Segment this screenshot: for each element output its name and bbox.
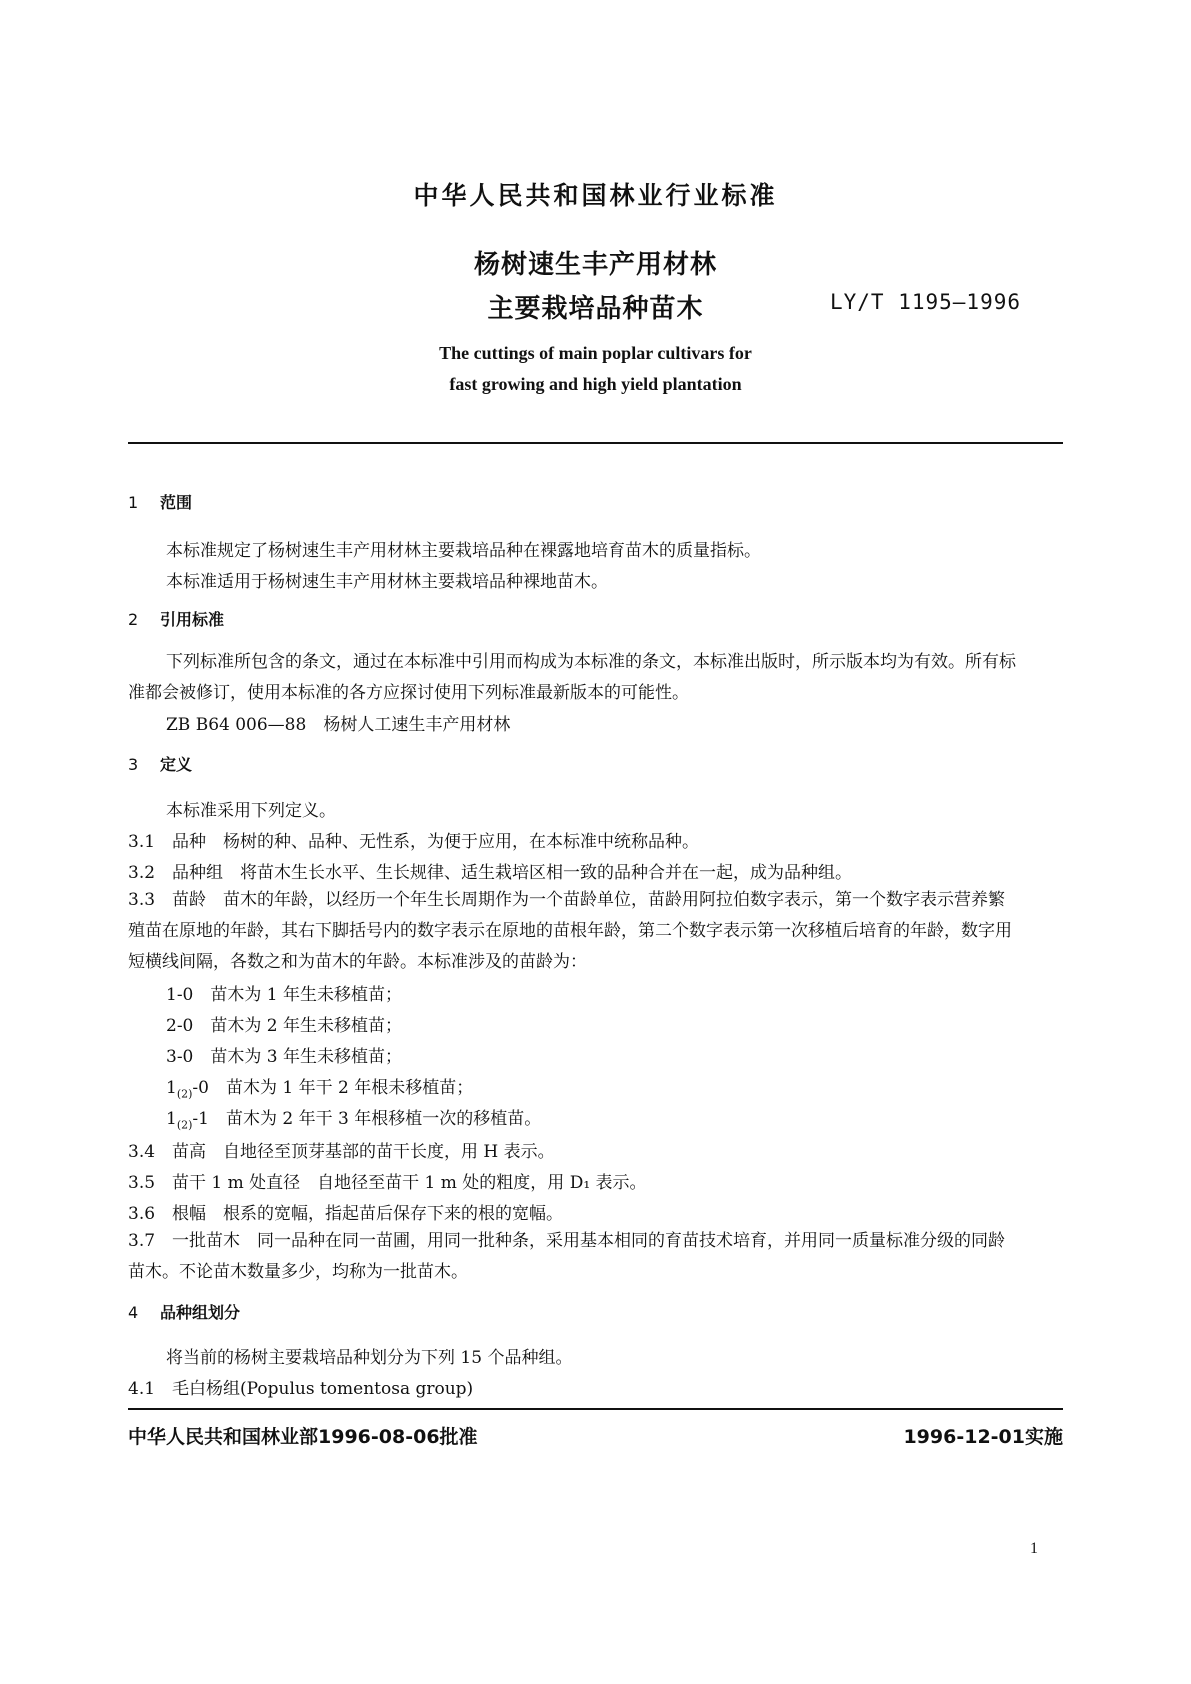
section-number: 1 xyxy=(128,493,139,512)
clause-number: 3.2 xyxy=(128,863,156,883)
age-root-subscript: (2) xyxy=(176,1118,193,1132)
definition-3-1 xyxy=(128,827,699,852)
clause-text: 苗干 1 m 处直径 自地径至苗干 1 m 处的粗度，用 D₁ 表示。 xyxy=(172,1173,647,1193)
definition-3-4 xyxy=(128,1137,555,1162)
section-number: 2 xyxy=(128,610,139,629)
clause-number: 3.3 xyxy=(128,890,156,910)
clause-text: 毛白杨组(Populus tomentosa group) xyxy=(172,1379,474,1399)
seedling-age-item-3: 3-0 苗木为 3 年生未移植苗； xyxy=(166,1047,402,1067)
english-title-line-2: fast growing and high yield plantation xyxy=(449,374,742,394)
definition-3-2 xyxy=(128,858,852,883)
standard-category-header: 中华人民共和国林业行业标准 xyxy=(413,181,778,210)
page-number: 1 xyxy=(1030,1540,1038,1557)
clause-number: 3.5 xyxy=(128,1173,156,1193)
section-4-intro: 将当前的杨树主要栽培品种划分为下列 15 个品种组。 xyxy=(166,1348,573,1368)
standard-number: LY/T 1195—1996 xyxy=(830,290,1022,314)
section-title: 定义 xyxy=(160,755,193,774)
section-3-intro: 本标准采用下列定义。 xyxy=(166,801,336,821)
clause-text: 一批苗木 同一品种在同一苗圃，用同一批种条，采用基本相同的育苗技术培育，并用同一质量标准分级的同龄苗木。不论苗木数量多少，均称为一批苗木。 xyxy=(128,1231,1005,1282)
definition-3-3 xyxy=(128,885,1020,978)
section-1-paragraph-2: 本标准适用于杨树速生丰产用材林主要栽培品种裸地苗木。 xyxy=(166,572,608,592)
clause-number: 3.1 xyxy=(128,832,156,852)
section-2-heading xyxy=(128,607,224,630)
age-rest: -1 苗木为 2 年干 3 年根移植一次的移植苗。 xyxy=(192,1109,542,1129)
section-4-heading xyxy=(128,1300,240,1323)
clause-number: 3.6 xyxy=(128,1204,156,1224)
section-title: 范围 xyxy=(160,493,193,512)
section-3-heading xyxy=(128,752,192,775)
document-title-line-2: 主要栽培品种苗木 xyxy=(487,294,704,324)
section-2-paragraph: 下列标准所包含的条文，通过在本标准中引用而构成为本标准的条文，本标准出版时，所示版本均为有效。所有标准都会被修订，使用本标准的各方应探讨使用下列标准最新版本的可能性。 xyxy=(128,652,1016,703)
footer-divider xyxy=(128,1408,1063,1410)
referenced-standard: ZB B64 006—88 杨树人工速生丰产用材林 xyxy=(166,715,511,735)
definition-3-6 xyxy=(128,1199,563,1224)
age-first-digit: 1 xyxy=(166,1078,177,1098)
section-1-heading xyxy=(128,490,192,513)
section-number: 4 xyxy=(128,1303,139,1322)
clause-4-1 xyxy=(128,1374,473,1399)
header-divider xyxy=(128,442,1063,444)
clause-number: 3.7 xyxy=(128,1231,156,1251)
definition-3-7 xyxy=(128,1226,1020,1288)
section-number: 3 xyxy=(128,755,139,774)
clause-text: 品种 杨树的种、品种、无性系，为便于应用，在本标准中统称品种。 xyxy=(172,832,699,852)
clause-number: 4.1 xyxy=(128,1379,156,1399)
clause-text: 根幅 根系的宽幅，指起苗后保存下来的根的宽幅。 xyxy=(172,1204,563,1224)
section-title: 引用标准 xyxy=(160,610,225,629)
document-title-line-1: 杨树速生丰产用材林 xyxy=(473,250,717,280)
effective-date: 1996-12-01实施 xyxy=(903,1426,1063,1448)
age-first-digit: 1 xyxy=(166,1109,177,1129)
clause-number: 3.4 xyxy=(128,1142,156,1162)
seedling-age-item-2: 2-0 苗木为 2 年生未移植苗； xyxy=(166,1016,402,1036)
seedling-age-item-1: 1-0 苗木为 1 年生未移植苗； xyxy=(166,985,402,1005)
section-1-paragraph-1: 本标准规定了杨树速生丰产用材林主要栽培品种在裸露地培育苗木的质量指标。 xyxy=(166,541,761,561)
age-rest: -0 苗木为 1 年干 2 年根未移植苗； xyxy=(192,1078,474,1098)
seedling-age-item-5 xyxy=(166,1104,541,1131)
english-title-line-1: The cuttings of main poplar cultivars for xyxy=(439,343,752,363)
seedling-age-item-4 xyxy=(166,1073,473,1100)
section-title: 品种组划分 xyxy=(160,1303,241,1322)
clause-text: 品种组 将苗木生长水平、生长规律、适生栽培区相一致的品种合并在一起，成为品种组。 xyxy=(172,863,852,883)
clause-text: 苗高 自地径至顶芽基部的苗干长度，用 H 表示。 xyxy=(172,1142,555,1162)
approval-statement: 中华人民共和国林业部1996-08-06批准 xyxy=(128,1426,478,1448)
definition-3-5 xyxy=(128,1168,647,1193)
age-root-subscript: (2) xyxy=(176,1087,193,1101)
clause-text: 苗龄 苗木的年龄，以经历一个年生长周期作为一个苗龄单位，苗龄用阿拉伯数字表示，第一个数字表示营养繁殖苗在原地的年龄，其右下脚括号内的数字表示在原地的苗根年龄，第二个数字表示第一次移植后培育的年龄，数字用短横线间隔，各数之和为苗木的年龄。本标准涉及的苗龄为： xyxy=(128,890,1012,972)
